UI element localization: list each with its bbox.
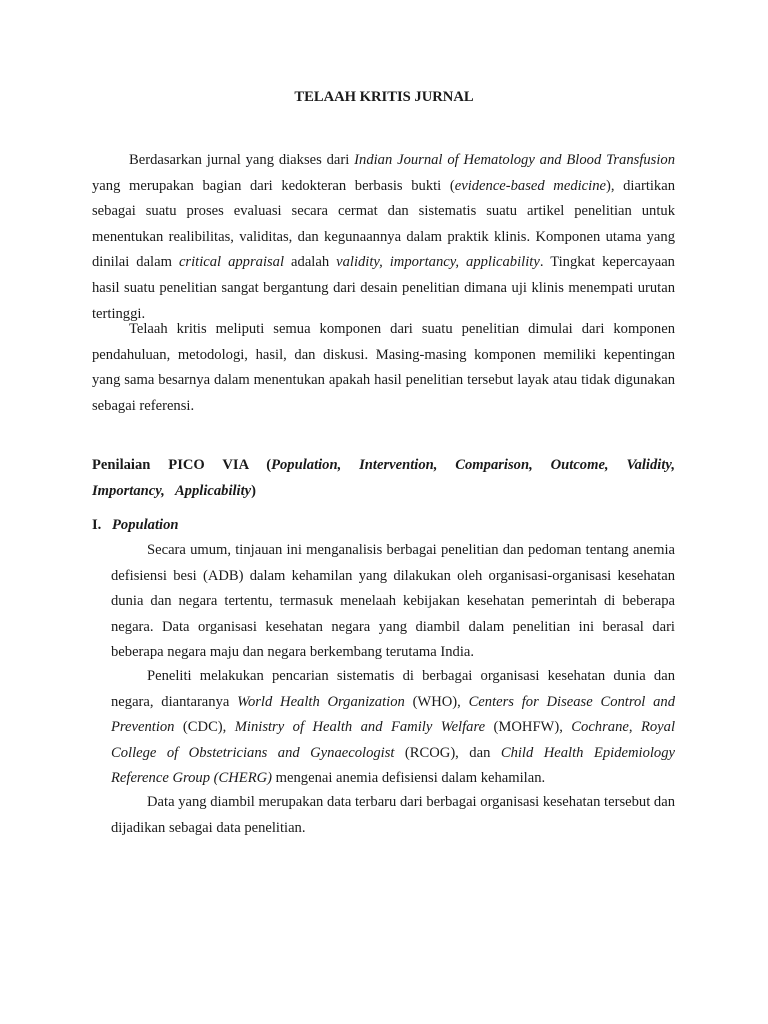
intro-text-2: yang merupakan bagian dari kedokteran berbasis bukti ( (92, 177, 455, 194)
pop2-text-5: , (628, 719, 641, 736)
pico-heading (92, 452, 675, 504)
cdc-name: Centers for Disease Control and Prevention (111, 693, 675, 736)
mohfw-name: Ministry of Health and Family Welfare (234, 719, 486, 736)
intro-text-5: . Tingkat kepercayaan hasil suatu penelitian sangat bergantung dari desain penelitian dimana uji klinis menempati urutan tertinggi. (92, 254, 675, 322)
section-number: I. (92, 517, 102, 533)
journal-name: Indian Journal of Hematology and Blood Transfusion (354, 152, 676, 168)
pico-heading-terms: Population, Intervention, Comparison, Outcome, Validity, Importancy, Applicability (92, 457, 675, 499)
who-name: World Health Organization (237, 693, 405, 710)
components-paragraph: Telaah kritis meliputi semua komponen dari suatu penelitian dimulai dari komponen pendahuluan, metodologi, hasil, dan diskusi. Masing-masing komponen memiliki kepentingan yang sama besarnya dalam menentukan apakah hasil penelitian tersebut layak atau tidak digunakan sebagai referensi. (92, 321, 675, 414)
pico-heading-prefix: Penilaian PICO VIA ( (92, 457, 272, 473)
pop2-text-1: Peneliti melakukan pencarian sistematis di berbagai organisasi kesehatan dunia dan negara, diantaranya (111, 668, 675, 710)
intro-text-3: ), diartikan sebagai suatu proses evaluasi secara cermat dan sistematis suatu artikel penelitian untuk menentukan realibilitas, validitas, dan kegunaannya dalam praktik klinis. Komponen utama yang dinilai dalam (92, 177, 675, 271)
pop2-text-4: (MOHFW), (485, 719, 572, 736)
cochrane-name: Cochrane (571, 719, 629, 736)
intro-text-4: adalah (284, 254, 337, 271)
intro-text-1: Berdasarkan jurnal yang diakses dari (129, 152, 355, 168)
ebm-term: evidence-based medicine (454, 177, 606, 194)
critical-appraisal-term: critical appraisal (178, 254, 285, 271)
document-title: TELAAH KRITIS JURNAL (294, 89, 474, 105)
population-paragraph-1: Secara umum, tinjauan ini menganalisis berbagai penelitian dan pedoman tentang anemia defisiensi besi (ADB) dalam kehamilan yang dilakukan oleh organisasi-organisasi kesehatan dunia dan negara tertentu, termasuk menelaah kebijakan kesehatan pemerintah di beberapa negara. Data organisasi kesehatan negara yang diambil dalam penelitian ini berasal dari beberapa negara maju dan negara berkembang terutama India. (111, 542, 675, 661)
cherg-name: Child Health Epidemiology Reference Group (CHERG) (111, 744, 675, 787)
section-title: Population (112, 517, 179, 533)
pop2-text-7: mengenai anemia defisiensi dalam kehamilan. (272, 770, 546, 787)
pop2-text-2: (WHO), (404, 693, 469, 710)
section-population-heading (92, 514, 179, 536)
population-paragraph-2 (111, 664, 675, 792)
pop2-text-6: (RCOG), dan (394, 744, 501, 761)
intro-paragraph (92, 148, 675, 327)
pop2-text-3: (CDC), (174, 719, 235, 736)
via-terms: validity, importancy, applicability (336, 254, 540, 271)
pico-heading-suffix: ) (251, 483, 257, 499)
population-paragraph-3: Data yang diambil merupakan data terbaru dari berbagai organisasi kesehatan tersebut dan dijadikan sebagai data penelitian. (111, 794, 675, 836)
rcog-name: Royal College of Obstetricians and Gynaecologist (111, 719, 676, 761)
